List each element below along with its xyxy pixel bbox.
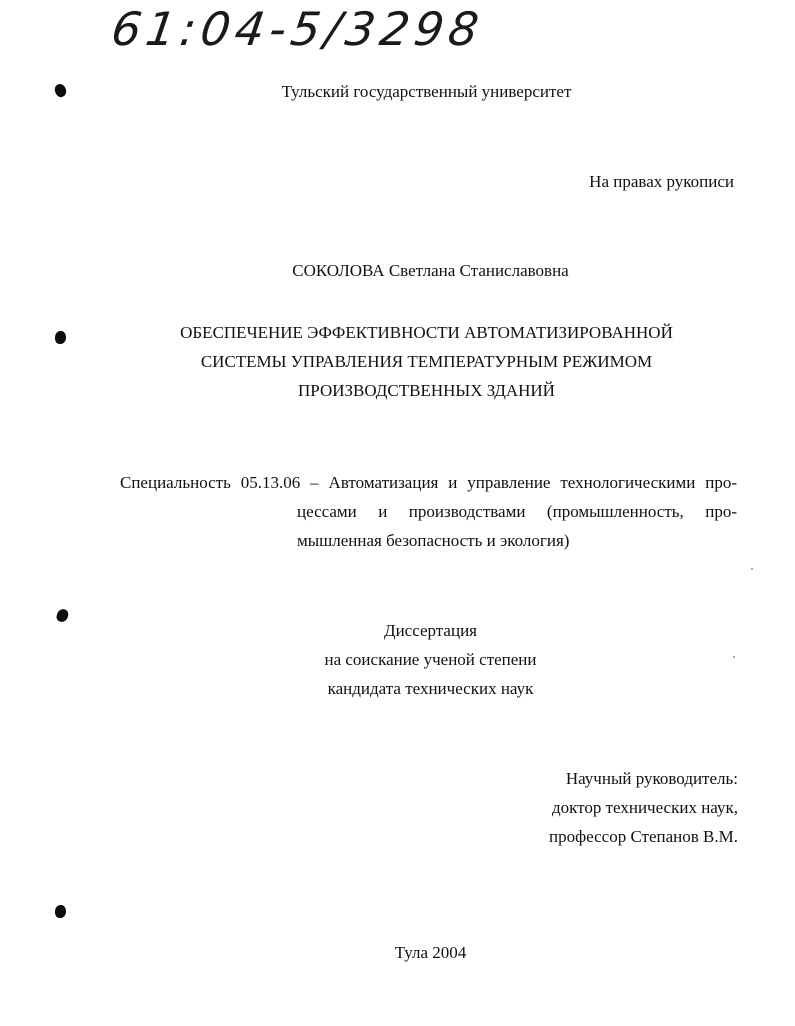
specialty-line: Специальность 05.13.06 – Автоматизация и управление технологическими про- — [120, 473, 737, 492]
punch-hole-mark — [55, 905, 66, 918]
punch-hole-mark — [55, 331, 66, 344]
degree-line: на соискание ученой степени — [324, 650, 537, 669]
title-line: ОБЕСПЕЧЕНИЕ ЭФФЕКТИВНОСТИ АВТОМАТИЗИРОВАННОЙ — [180, 323, 673, 342]
supervisor-line: Научный руководитель: — [565, 769, 738, 788]
supervisor-line: доктор технических наук, — [551, 798, 738, 817]
specialty-continuation — [297, 497, 737, 555]
handwritten-call-number: 61:04-5/3298 — [108, 2, 487, 56]
title-line: ПРОИЗВОДСТВЕННЫХ ЗДАНИЙ — [298, 381, 555, 400]
dissertation-title — [150, 318, 703, 405]
city-year: Тула 2004 — [394, 943, 467, 962]
university-name: Тульский государственный университет — [281, 82, 572, 101]
degree-statement — [0, 616, 795, 703]
degree-line: кандидата технических наук — [327, 679, 534, 698]
title-line: СИСТЕМЫ УПРАВЛЕНИЯ ТЕМПЕРАТУРНЫМ РЕЖИМОМ — [200, 352, 653, 371]
manuscript-note: На правах рукописи — [589, 172, 734, 191]
specialty-line: цессами и производствами (промышленность, про- — [297, 502, 737, 521]
author-name: СОКОЛОВА Светлана Станиславовна — [292, 261, 569, 280]
supervisor-block — [549, 764, 738, 851]
supervisor-line: профессор Степанов В.М. — [549, 827, 738, 846]
specialty-line: мышленная безопасность и экология) — [297, 531, 570, 550]
degree-line: Диссертация — [383, 621, 477, 640]
scan-speck — [751, 568, 753, 570]
